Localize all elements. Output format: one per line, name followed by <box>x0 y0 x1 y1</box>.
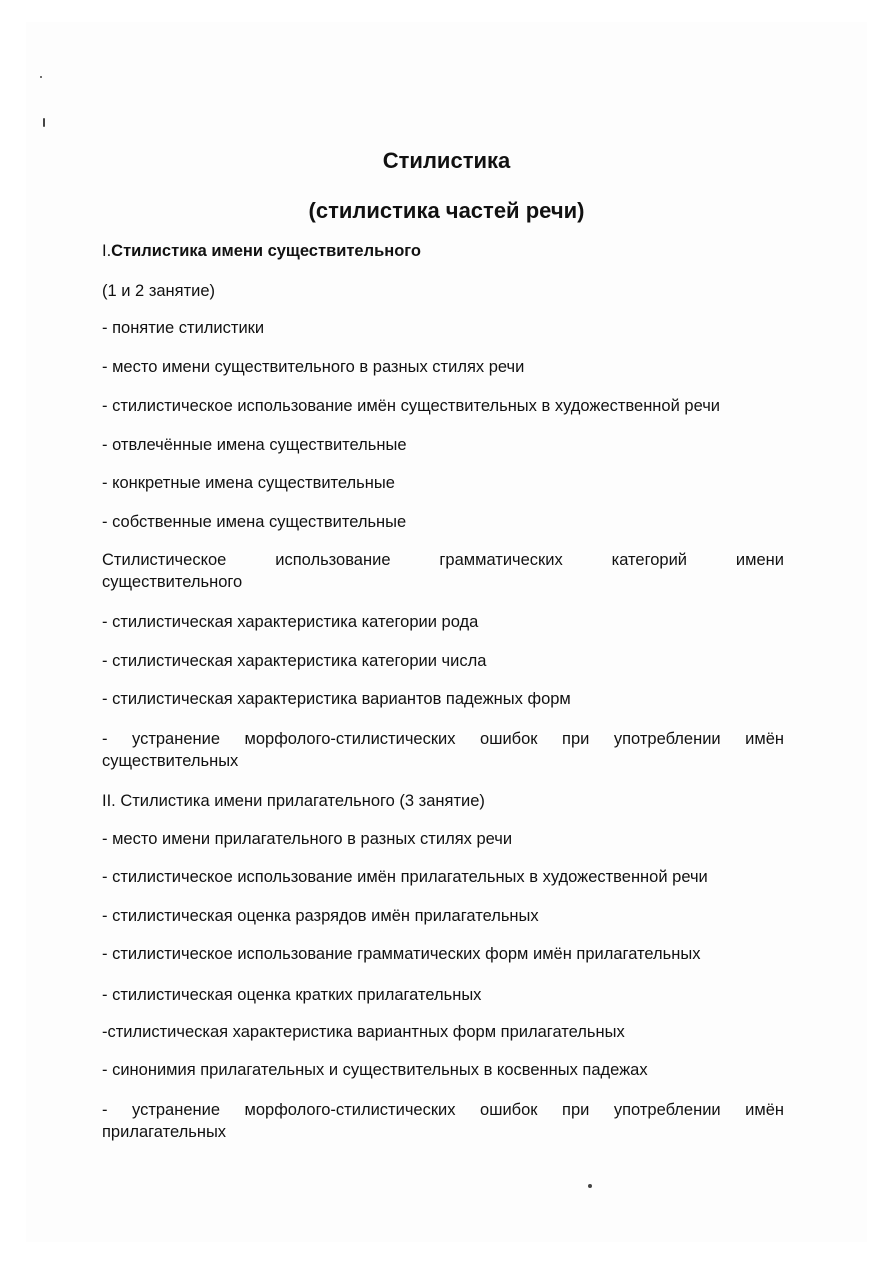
section-1-prefix: I. <box>102 242 112 260</box>
section-1-sessions: (1 и 2 занятие) <box>102 282 216 300</box>
scan-speck <box>43 118 45 127</box>
document-subtitle: (стилистика частей речи) <box>308 198 585 223</box>
last-item-line-2: прилагательных <box>102 1123 227 1141</box>
list-item: - синонимия прилагательных и существительных в косвенных падежах <box>102 1061 648 1079</box>
section-2-heading: II. Стилистика имени прилагательного (3 занятие) <box>102 792 485 810</box>
subheading-line-1: Стилистическое использование грамматических категорий имени <box>102 551 784 569</box>
last-item-line-1: - устранение морфолого-стилистических ошибок при употреблении имён <box>102 1101 784 1119</box>
document-title: Стилистика <box>382 148 511 173</box>
list-item: - стилистическая оценка разрядов имён прилагательных <box>102 907 539 925</box>
list-item: -стилистическая характеристика вариантных форм прилагательных <box>102 1023 625 1041</box>
list-item: - стилистическая характеристика вариантов падежных форм <box>102 690 571 708</box>
scan-speck <box>588 1184 592 1188</box>
list-item: - собственные имена существительные <box>102 513 407 531</box>
list-item: - отвлечённые имена существительные <box>102 436 407 454</box>
section-2-last-item <box>102 1099 784 1143</box>
section-1-heading <box>102 240 421 262</box>
section-1-title: Стилистика имени существительного <box>111 242 422 260</box>
section-1-last-item <box>102 728 784 772</box>
subheading-line-2: существительного <box>102 573 243 591</box>
list-item: - стилистическое использование имён существительных в художественной речи <box>102 397 721 415</box>
section-1-subheading <box>102 549 784 593</box>
list-item: - стилистическая характеристика категории числа <box>102 652 487 670</box>
list-item: - стилистическая характеристика категории рода <box>102 613 479 631</box>
list-item: - конкретные имена существительные <box>102 474 395 492</box>
list-item: - место имени прилагательного в разных стилях речи <box>102 830 513 848</box>
list-item: - место имени существительного в разных стилях речи <box>102 358 525 376</box>
last-item-line-2: существительных <box>102 752 239 770</box>
list-item: - стилистическое использование грамматических форм имён прилагательных <box>102 945 701 963</box>
list-item: - стилистическое использование имён прилагательных в художественной речи <box>102 868 708 886</box>
last-item-line-1: - устранение морфолого-стилистических ошибок при употреблении имён <box>102 730 784 748</box>
scan-speck <box>40 76 42 78</box>
list-item: - понятие стилистики <box>102 319 265 337</box>
list-item: - стилистическая оценка кратких прилагательных <box>102 986 482 1004</box>
